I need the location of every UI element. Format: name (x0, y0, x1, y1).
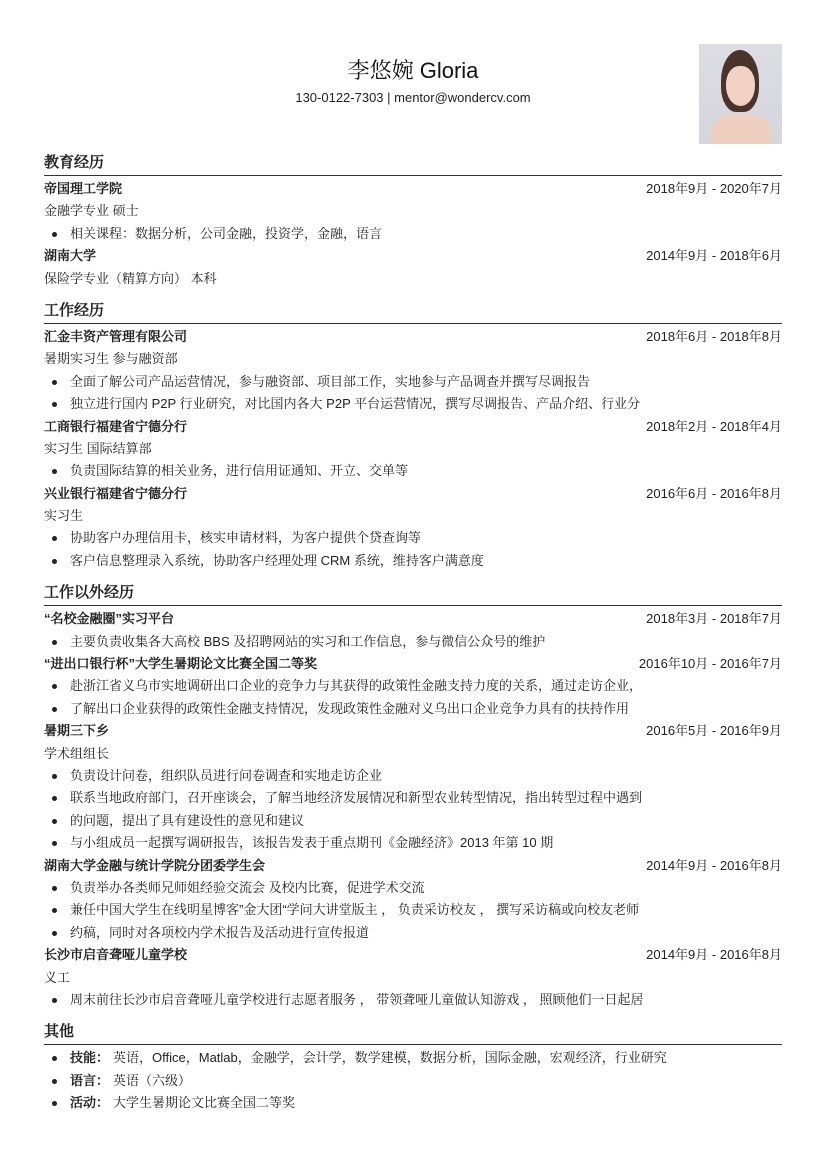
entry-header-row (44, 944, 782, 966)
bullet-item: 的问题，提出了具有建设性的意见和建议 (44, 810, 782, 832)
entry-header-row (44, 720, 782, 742)
section-title: 其他 (44, 1021, 782, 1045)
date-range: 2014年9月 - 2016年8月 (646, 947, 782, 963)
bullet-item (44, 1047, 782, 1069)
organization-name: “名校金融圈”实习平台 (44, 611, 175, 627)
bullet-item: 客户信息整理录入系统，协助客户经理处理 CRM 系统，维持客户满意度 (44, 550, 782, 572)
bullet-item: 赴浙江省义乌市实地调研出口企业的竞争力与其获得的政策性金融支持力度的关系，通过走访企业， (44, 675, 782, 697)
entry-role: 义工 (44, 969, 71, 985)
organization-name: 湖南大学 (44, 248, 97, 264)
contact-info: 130-0122-7303 | mentor@wondercv.com (295, 90, 531, 105)
bullet-item: 约稿，同时对各项校内学术报告及活动进行宣传报道 (44, 922, 782, 944)
resume-section (44, 152, 782, 290)
bullet-item: 独立进行国内 P2P 行业研究，对比国内各大 P2P 平台运营情况，撰写尽调报告、产品介绍、行业分 (44, 393, 782, 415)
entry-header-row (44, 855, 782, 877)
bullet-item: 了解出口企业获得的政策性金融支持情况，发现政策性金融对义乌出口企业竞争力具有的扶持作用 (44, 698, 782, 720)
candidate-name: 李悠婉 Gloria (347, 58, 479, 83)
item-label: 活动： (70, 1095, 110, 1111)
item-text: 英语（六级） (113, 1072, 192, 1088)
item-label: 语言： (70, 1072, 110, 1088)
item-label: 技能： (70, 1050, 110, 1066)
organization-name: 湖南大学金融与统计学院分团委学生会 (44, 857, 266, 873)
resume-section (44, 582, 782, 1011)
bullet-item: 联系当地政府部门，召开座谈会，了解当地经济发展情况和新型农业转型情况，指出转型过程中遇到 (44, 787, 782, 809)
bullet-item: 负责举办各类师兄师姐经验交流会 及校内比赛，促进学术交流 (44, 877, 782, 899)
date-range: 2016年6月 - 2016年8月 (646, 485, 782, 501)
entry-role: 实习生 国际结算部 (44, 440, 152, 456)
organization-name: 帝国理工学院 (44, 181, 123, 196)
date-range: 2014年9月 - 2018年6月 (646, 248, 782, 264)
entry-header-row (44, 653, 782, 675)
profile-photo (699, 44, 782, 144)
resume-section (44, 1021, 782, 1114)
date-range: 2018年2月 - 2018年4月 (646, 418, 782, 434)
bullet-item (44, 1092, 782, 1114)
section-title: 工作经历 (44, 300, 782, 324)
entry-header-row (44, 416, 782, 438)
entry-role: 金融学专业 硕士 (44, 203, 139, 219)
bullet-item: 负责国际结算的相关业务，进行信用证通知、开立、交单等 (44, 460, 782, 482)
date-range: 2014年9月 - 2016年8月 (646, 857, 782, 873)
bullet-item: 周末前往长沙市启音聋哑儿童学校进行志愿者服务 ， 带领聋哑儿童做认知游戏 ， 照顾他们一日起居 (44, 989, 782, 1011)
date-range: 2018年9月 - 2020年7月 (646, 181, 782, 196)
organization-name: 汇金丰资产管理有限公司 (44, 328, 188, 344)
entry-header-row (44, 245, 782, 267)
date-range: 2018年6月 - 2018年8月 (646, 328, 782, 344)
bullet-item: 与小组成员一起撰写调研报告，该报告发表于重点期刊《金融经济》2013 年第 10 期 (44, 832, 782, 854)
organization-name: 长沙市启音聋哑儿童学校 (44, 947, 188, 963)
bullet-item: 负责设计问卷，组织队员进行问卷调查和实地走访企业 (44, 765, 782, 787)
organization-name: 工商银行福建省宁德分行 (44, 418, 188, 434)
entry-header-row (44, 326, 782, 348)
date-range: 2016年10月 - 2016年7月 (638, 656, 782, 672)
organization-name: 暑期三下乡 (44, 723, 110, 739)
entry-role: 实习生 (44, 508, 84, 524)
bullet-item: 主要负责收集各大高校 BBS 及招聘网站的实习和工作信息，参与微信公众号的维护 (44, 631, 782, 653)
bullet-item: 相关课程：数据分析，公司金融，投资学，金融，语言 (44, 223, 782, 245)
bullet-item: 协助客户办理信用卡，核实申请材料，为客户提供个贷查询等 (44, 527, 782, 549)
entry-role: 学术组组长 (44, 745, 110, 761)
bullet-item (44, 1070, 782, 1092)
bullet-item: 全面了解公司产品运营情况，参与融资部、项目部工作，实地参与产品调查并撰写尽调报告 (44, 371, 782, 393)
entry-header-row (44, 608, 782, 630)
entry-header-row (44, 483, 782, 505)
bullet-item: 兼任中国大学生在线明星博客”金大团“学问大讲堂版主 ， 负责采访校友 ， 撰写采访稿或向校友老师 (44, 899, 782, 921)
organization-name: 兴业银行福建省宁德分行 (44, 485, 188, 501)
section-title: 教育经历 (44, 152, 782, 176)
organization-name: “进出口银行杯”大学生暑期论文比赛全国二等奖 (44, 656, 318, 672)
section-title: 工作以外经历 (44, 582, 782, 606)
entry-role: 保险学专业（精算方向） 本科 (44, 270, 217, 286)
item-text: 大学生暑期论文比赛全国二等奖 (113, 1095, 296, 1111)
entry-header-row (44, 178, 782, 200)
resume-section (44, 300, 782, 572)
date-range: 2018年3月 - 2018年7月 (646, 611, 782, 627)
resume-body (44, 152, 782, 1114)
date-range: 2016年5月 - 2016年9月 (646, 723, 782, 739)
entry-role: 暑期实习生 参与融资部 (44, 351, 178, 367)
item-text: 英语，Office，Matlab，金融学，会计学，数学建模，数据分析，国际金融，宏观经济，行业研究 (113, 1050, 667, 1066)
